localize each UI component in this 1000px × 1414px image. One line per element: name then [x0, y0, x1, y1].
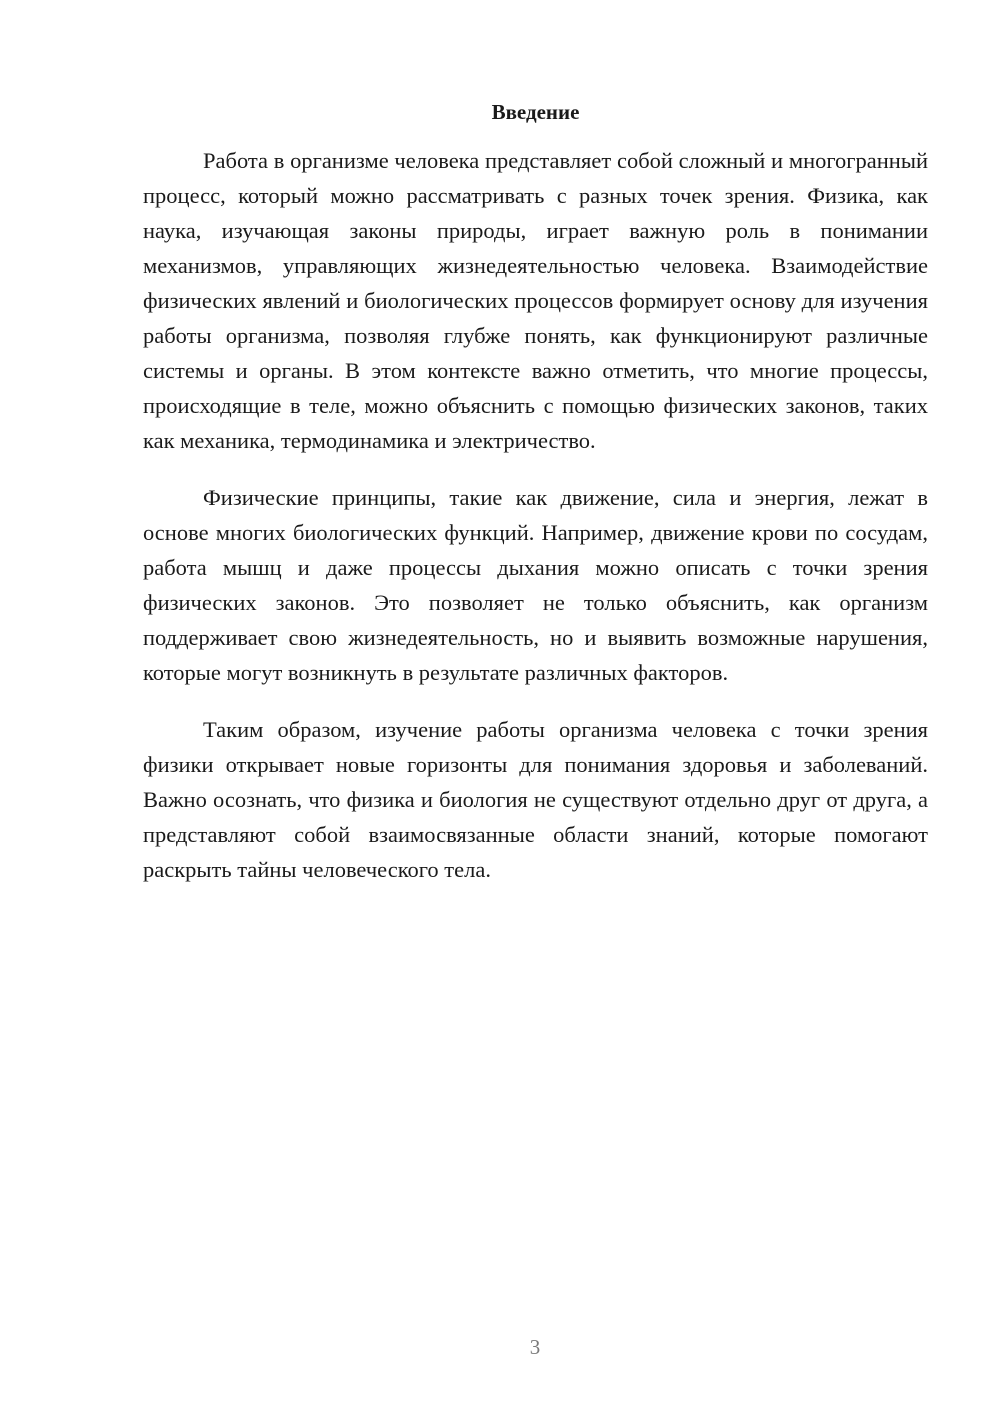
paragraph-3: Таким образом, изучение работы организма человека с точки зрения физики открывает новые горизонты для понимания здоровья и заболеваний. Важно осознать, что физика и биология не существуют отдельно друг от друга, а представляют собой взаимосвязанные области знаний, которые помогают раскрыть тайны человеческого тела.: [143, 717, 928, 882]
paragraph-1: Работа в организме человека представляет собой сложный и многогранный процесс, который можно рассматривать с разных точек зрения. Физика, как наука, изучающая законы природы, играет важную роль в понимании механизмов, управляющих жизнедеятельностью человека. Взаимодействие физических явлений и биологических процессов формирует основу для изучения работы организма, позволяя глубже понять, как функционируют различные системы и органы. В этом контексте важно отметить, что многие процессы, происходящие в теле, можно объяснить с помощью физических законов, таких как механика, термодинамика и электричество.: [143, 148, 928, 453]
section-heading: Введение: [491, 100, 580, 124]
paragraph-2: Физические принципы, такие как движение, сила и энергия, лежат в основе многих биологических функций. Например, движение крови по сосудам, работа мышц и даже процессы дыхания можно описать с точки зрения физических законов. Это позволяет не только объяснить, как организм поддерживает свою жизнедеятельность, но и выявить возможные нарушения, которые могут возникнуть в результате различных факторов.: [143, 485, 928, 685]
body-text: [143, 143, 928, 909]
page-number: 3: [529, 1335, 541, 1359]
